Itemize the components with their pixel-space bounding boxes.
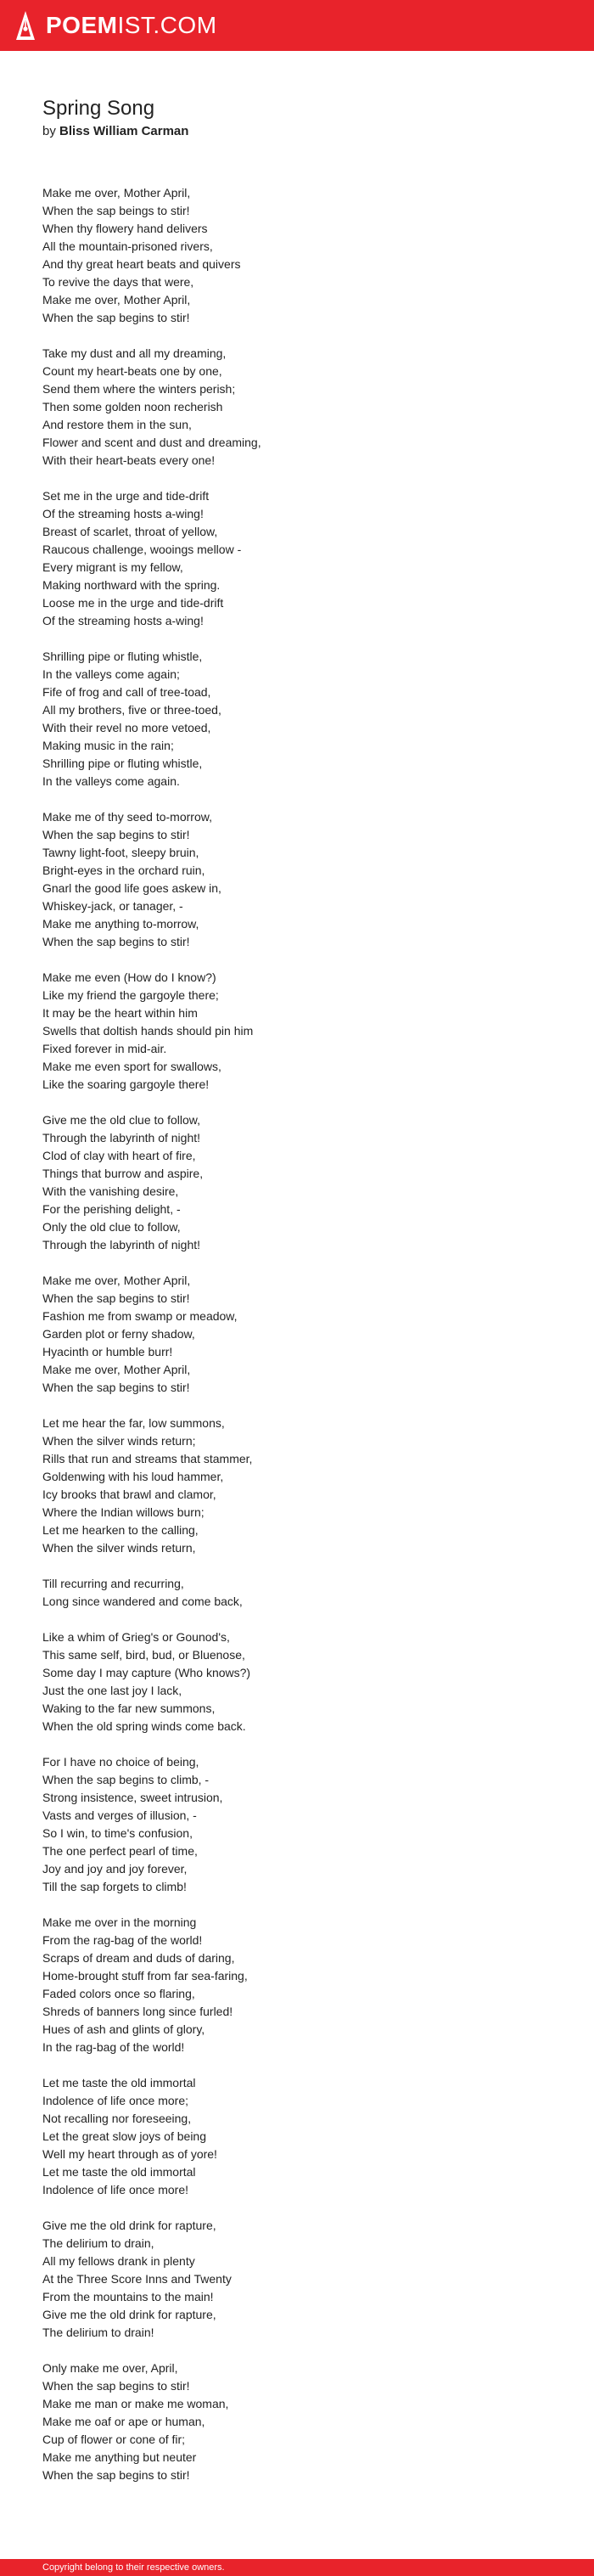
poem-line: The delirium to drain! (42, 2326, 154, 2339)
poem-line: Scraps of dream and duds of daring, (42, 1951, 235, 1965)
poem-line: Tawny light-foot, sleepy bruin, (42, 846, 199, 859)
poem-stanza (42, 969, 552, 1094)
poem-line: Make me over, Mother April, (42, 1274, 191, 1287)
poem-line: Some day I may capture (Who knows?) (42, 1666, 251, 1679)
poem-line: When the sap begins to stir! (42, 1381, 190, 1394)
poem-title: Spring Song (42, 97, 155, 120)
site-name-light: IST.COM (117, 12, 217, 38)
poem-line: Whiskey-jack, or tanager, - (42, 899, 183, 913)
poem-line: When the sap beings to stir! (42, 204, 190, 217)
byline-prefix: by (42, 124, 56, 138)
site-name (46, 14, 217, 37)
poem-header (42, 96, 552, 140)
poem-line: When the sap begins to stir! (42, 935, 190, 948)
poem-line: In the rag-bag of the world! (42, 2040, 185, 2054)
poem-stanza (42, 1753, 552, 1896)
poem-line: Through the labyrinth of night! (42, 1131, 201, 1145)
poem-stanza (42, 1415, 552, 1557)
poem-stanza (42, 808, 552, 951)
poem-stanza (42, 2359, 552, 2484)
poem-line: For I have no choice of being, (42, 1755, 199, 1769)
poem-line: Count my heart-beats one by one, (42, 364, 222, 378)
poem-byline (42, 123, 552, 140)
poem-line: For the perishing delight, - (42, 1202, 181, 1216)
poem-line: Breast of scarlet, throat of yellow, (42, 525, 218, 538)
site-logo[interactable] (15, 8, 217, 42)
poem-line: When the silver winds return; (42, 1434, 196, 1448)
poem-line: Indolence of life once more! (42, 2183, 188, 2196)
poem-line: Till the sap forgets to climb! (42, 1880, 187, 1893)
poem-line: With their revel no more vetoed, (42, 721, 211, 734)
poem-line: Making music in the rain; (42, 739, 174, 752)
poem-line: Make me of thy seed to-morrow, (42, 810, 212, 824)
poem-line: Make me man or make me woman, (42, 2397, 229, 2410)
poem-line: Home-brought stuff from far sea-faring, (42, 1969, 248, 1983)
poem-stanza (42, 648, 552, 790)
poem-line: When thy flowery hand delivers (42, 222, 208, 235)
poem-line: Strong insistence, sweet intrusion, (42, 1791, 223, 1804)
poem-line: Only make me over, April, (42, 2361, 178, 2375)
poem-body (42, 184, 552, 2502)
footer-bar (0, 2559, 594, 2576)
poem-line: This same self, bird, bud, or Bluenose, (42, 1648, 245, 1662)
poem-stanza (42, 1628, 552, 1735)
poem-stanza (42, 184, 552, 327)
poem-line: And thy great heart beats and quivers (42, 257, 241, 271)
poem-line: Things that burrow and aspire, (42, 1167, 204, 1180)
poem-line: Joy and joy and joy forever, (42, 1862, 188, 1876)
poem-line: Make me over in the morning (42, 1915, 197, 1929)
poem-line: All my fellows drank in plenty (42, 2254, 195, 2268)
poem-line: Fashion me from swamp or meadow, (42, 1309, 238, 1323)
poem-line: Fixed forever in mid-air. (42, 1042, 167, 1055)
top-bar (0, 0, 594, 51)
poem-line: Raucous challenge, wooings mellow - (42, 543, 242, 556)
poem-line: To revive the days that were, (42, 275, 194, 289)
poem-line: Send them where the winters perish; (42, 382, 236, 396)
poem-line: Only the old clue to follow, (42, 1220, 181, 1234)
poem-line: Make me over, Mother April, (42, 293, 191, 307)
poem-line: Give me the old clue to follow, (42, 1113, 200, 1127)
poem-line: Hues of ash and glints of glory, (42, 2022, 205, 2036)
poem-line: Take my dust and all my dreaming, (42, 346, 227, 360)
poem-line: Rills that run and streams that stammer, (42, 1452, 253, 1465)
poem-line: Cup of flower or cone of fir; (42, 2433, 186, 2446)
poem-line: Of the streaming hosts a-wing! (42, 507, 204, 520)
poem-line: Waking to the far new summons, (42, 1701, 216, 1715)
poem-line: It may be the heart within him (42, 1006, 198, 1020)
poem-line: The delirium to drain, (42, 2236, 154, 2250)
poem-stanza (42, 345, 552, 470)
poem-line: Make me anything to-morrow, (42, 917, 199, 931)
poem-line: Not recalling nor foreseeing, (42, 2112, 192, 2125)
poem-line: Of the streaming hosts a-wing! (42, 614, 204, 627)
poem-stanza (42, 1575, 552, 1611)
poem-line: Hyacinth or humble burr! (42, 1345, 173, 1358)
poem-line: Vasts and verges of illusion, - (42, 1808, 197, 1822)
poem-line: Let the great slow joys of being (42, 2129, 207, 2143)
poem-line: Indolence of life once more; (42, 2094, 188, 2107)
poem-line: From the mountains to the main! (42, 2290, 214, 2303)
poem-line: All the mountain-prisoned rivers, (42, 239, 213, 253)
poem-line: When the sap begins to climb, - (42, 1773, 210, 1786)
poem-stanza (42, 487, 552, 630)
poem-line: Swells that doltish hands should pin him (42, 1024, 254, 1038)
site-name-bold: POEM (46, 12, 118, 38)
poem-line: Make me anything but neuter (42, 2450, 197, 2464)
poem-line: In the valleys come again; (42, 667, 180, 681)
poem-line: Set me in the urge and tide-drift (42, 489, 210, 503)
poem-line: All my brothers, five or three-toed, (42, 703, 221, 717)
poem-line: Where the Indian willows burn; (42, 1505, 205, 1519)
poem-line: Bright-eyes in the orchard ruin, (42, 863, 205, 877)
poem-stanza (42, 2074, 552, 2199)
poem-stanza (42, 2217, 552, 2342)
poem-line: Make me oaf or ape or human, (42, 2415, 205, 2428)
poem-line: Flower and scent and dust and dreaming, (42, 436, 261, 449)
poem-line: Like the soaring gargoyle there! (42, 1077, 210, 1091)
poem-author: Bliss William Carman (59, 124, 189, 138)
poem-line: When the sap begins to stir! (42, 2468, 190, 2482)
poem-line: Goldenwing with his loud hammer, (42, 1470, 224, 1483)
poem-line: Through the labyrinth of night! (42, 1238, 201, 1251)
poem-line: Let me hear the far, low summons, (42, 1416, 225, 1430)
poem-line: Shrilling pipe or fluting whistle, (42, 650, 203, 663)
copyright-notice: Copyright belong to their respective owners. (42, 2562, 225, 2573)
poem-line: Make me even (How do I know?) (42, 970, 216, 984)
poem-line: Let me hearken to the calling, (42, 1523, 199, 1537)
poem-line: Just the one last joy I lack, (42, 1684, 182, 1697)
poem-stanza (42, 1272, 552, 1397)
poem-stanza (42, 1111, 552, 1254)
poem-line: And restore them in the sun, (42, 418, 192, 431)
poem-line: Then some golden noon recherish (42, 400, 223, 413)
poem-line: When the sap begins to stir! (42, 311, 190, 324)
poem-line: Give me the old drink for rapture, (42, 2308, 216, 2321)
poem-line: With the vanishing desire, (42, 1184, 179, 1198)
pen-nib-icon (15, 10, 36, 41)
poem-line: Let me taste the old immortal (42, 2165, 196, 2179)
poem-line: Making northward with the spring. (42, 578, 221, 592)
poem-line: Garden plot or ferny shadow, (42, 1327, 195, 1341)
poem-line: Make me over, Mother April, (42, 1363, 191, 1376)
poem-line: In the valleys come again. (42, 774, 180, 788)
poem-line: With their heart-beats every one! (42, 453, 216, 467)
poem-line: When the silver winds return, (42, 1541, 196, 1555)
poem-line: Loose me in the urge and tide-drift (42, 596, 224, 610)
poem-line: When the sap begins to stir! (42, 1291, 190, 1305)
poem-line: When the old spring winds come back. (42, 1719, 246, 1733)
poem-line: Make me even sport for swallows, (42, 1060, 221, 1073)
poem-line: The one perfect pearl of time, (42, 1844, 198, 1858)
poem-line: Gnarl the good life goes askew in, (42, 881, 221, 895)
poem-stanza (42, 1914, 552, 2056)
poem-line: Shreds of banners long since furled! (42, 2005, 233, 2018)
poem-line: From the rag-bag of the world! (42, 1933, 203, 1947)
poem-line: Well my heart through as of yore! (42, 2147, 217, 2161)
poem-line: Icy brooks that brawl and clamor, (42, 1488, 216, 1501)
poem-line: Till recurring and recurring, (42, 1577, 184, 1590)
poem-line: Like a whim of Grieg's or Gounod's, (42, 1630, 230, 1644)
poem-line: Long since wandered and come back, (42, 1595, 243, 1608)
poem-line: Like my friend the gargoyle there; (42, 988, 219, 1002)
poem-line: Every migrant is my fellow, (42, 560, 183, 574)
poem-line: When the sap begins to stir! (42, 2379, 190, 2393)
poem-line: Let me taste the old immortal (42, 2076, 196, 2089)
poem-line: Make me over, Mother April, (42, 186, 191, 200)
poem-line: Fife of frog and call of tree-toad, (42, 685, 211, 699)
poem-line: Faded colors once so flaring, (42, 1987, 195, 2000)
poem-line: So I win, to time's confusion, (42, 1826, 193, 1840)
poem-line: When the sap begins to stir! (42, 828, 190, 841)
poem-line: Give me the old drink for rapture, (42, 2219, 216, 2232)
poem-line: At the Three Score Inns and Twenty (42, 2272, 232, 2286)
poem-line: Clod of clay with heart of fire, (42, 1149, 196, 1162)
poem-line: Shrilling pipe or fluting whistle, (42, 756, 203, 770)
